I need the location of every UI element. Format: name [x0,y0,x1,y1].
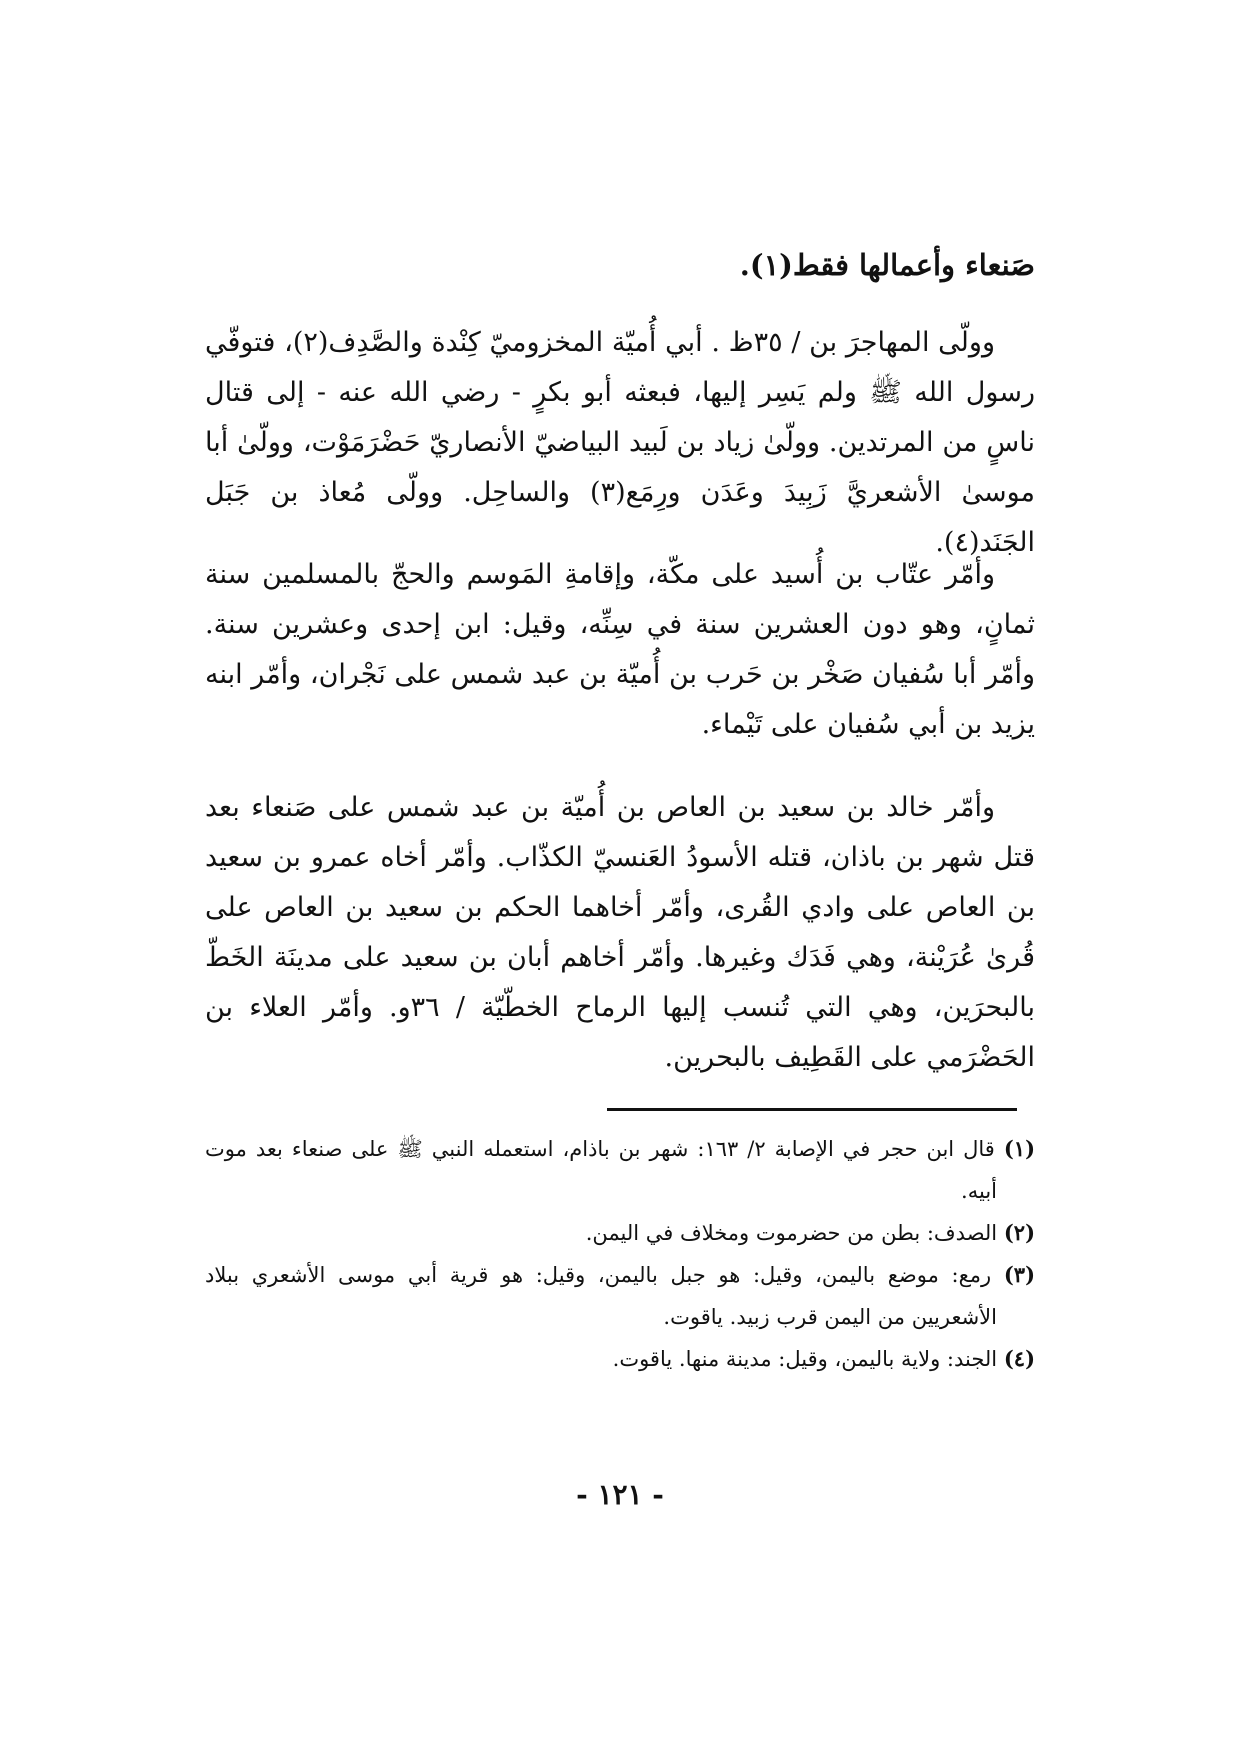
footnote-text: رمع: موضع باليمن، وقيل: هو جبل باليمن، وقيل: هو قرية أبي موسى الأشعري ببلاد الأشعريين من اليمن قرب زبيد. ياقوت. [205,1263,997,1329]
footnote-1 [205,1128,1035,1212]
footnote-divider [607,1108,1017,1111]
footnote-number: (٢) [1003,1220,1035,1245]
footnote-number: (٤) [1003,1346,1035,1371]
footnote-number: (٣) [1003,1262,1035,1287]
footnotes [205,1128,1035,1380]
footnote-number: (١) [1003,1136,1035,1161]
page-number: - ١٢١ - [576,1478,664,1511]
footnote-text: الصدف: بطن من حضرموت ومخلاف في اليمن. [585,1221,998,1245]
footnote-text: الجند: ولاية باليمن، وقيل: مدينة منها. ياقوت. [612,1347,998,1371]
body-paragraph-1: وولّى المهاجرَ بن / ٣٥ظ . أبي أُميّة المخزوميّ كِنْدة والصَّدِف(٢)، فتوفّي رسول الله ﷺ ولم يَسِر إليها، فبعثه أبو بكرٍ - رضي الله عنه - إلى قتال ناسٍ من المرتدين. وولّىٰ زياد بن لَبيد البياضيّ الأنصاريّ حَضْرَمَوْت، وولّىٰ أبا موسىٰ الأشعريَّ زَبِيدَ وعَدَن ورِمَع(٣) والساحِل. وولّى مُعاذ بن جَبَل الجَنَد(٤). [205,327,1035,558]
section-heading: صَنعاء وأعمالها فقط(١). [739,248,1035,282]
footnote-3 [205,1254,1035,1338]
footnote-4 [205,1338,1035,1380]
footnote-2 [205,1212,1035,1254]
body-paragraph-2: وأمّر عتّاب بن أُسيد على مكّة، وإقامةِ المَوسم والحجّ بالمسلمين سنة ثمانٍ، وهو دون العشرين سنة في سِنِّه، وقيل: ابن إحدى وعشرين سنة. وأمّر أبا سُفيان صَخْر بن حَرب بن أُميّة بن عبد شمس على نَجْران، وأمّر ابنه يزيد بن أبي سُفيان على تَيْماء. [205,559,1035,740]
footnote-text: قال ابن حجر في الإصابة ٢/ ١٦٣: شهر بن باذام، استعمله النبي ﷺ على صنعاء بعد موت أبيه. [205,1137,997,1203]
body-paragraph-3: وأمّر خالد بن سعيد بن العاص بن أُميّة بن عبد شمس على صَنعاء بعد قتل شهر بن باذان، قتله الأسودُ العَنسيّ الكذّاب. وأمّر أخاه عمرو بن سعيد بن العاص على وادي القُرى، وأمّر أخاهما الحكم بن سعيد بن العاص على قُرىٰ عُرَيْنة، وهي فَدَك وغيرها. وأمّر أخاهم أبان بن سعيد على مدينَة الخَطّ بالبحرَين، وهي التي تُنسب إليها الرماح الخطّيّة / ٣٦و. وأمّر العلاء بن الحَضْرَمي على القَطِيف بالبحرين. [205,792,1035,1073]
